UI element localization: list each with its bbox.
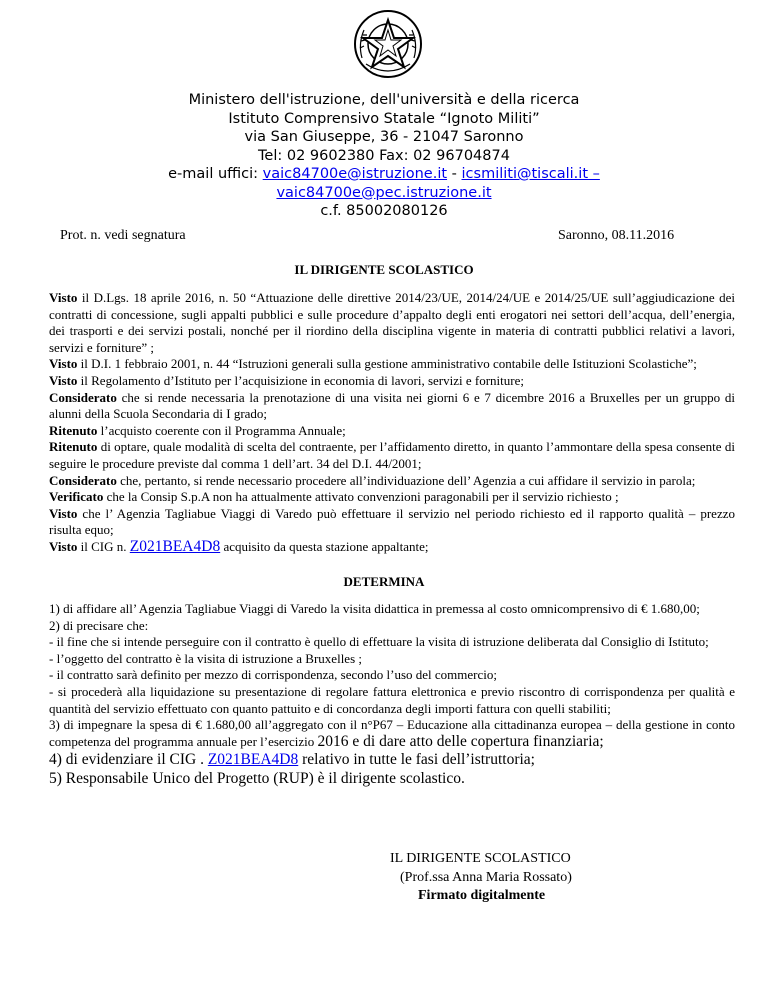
determination-item-4 xyxy=(49,750,735,769)
premise-keyword: Considerato xyxy=(49,472,117,488)
premise-paragraph xyxy=(49,506,735,539)
section-title-determina: DETERMINA xyxy=(343,574,425,589)
premise-text: che, pertanto, si rende necessario procedere all’individuazione dell’ Agenzia a cui affidare il servizio in parola; xyxy=(116,472,696,488)
email-separator-dash: – xyxy=(588,166,600,182)
email-label: e-mail uffici: xyxy=(168,166,263,182)
determination-item-3 xyxy=(49,717,735,750)
school-name: Istituto Comprensivo Statale “Ignoto Militi” xyxy=(228,110,540,127)
premise-text: il Regolamento d’Istituto per l’acquisizione in economia di lavori, servizi e forniture; xyxy=(77,372,524,388)
premise-keyword: Considerato xyxy=(49,389,117,405)
signature-block xyxy=(390,850,620,906)
premise-paragraph xyxy=(49,290,735,356)
cig-link-1[interactable]: Z021BEA4D8 xyxy=(129,537,221,555)
item-4-text-b: relativo in tutte le fasi dell’istruttoria; xyxy=(298,751,535,769)
determination-item: - il fine che si intende perseguire con il contratto è quello di effettuare la visita di istruzione deliberata dal Consiglio di Istituto; xyxy=(49,634,709,650)
email-separator: - xyxy=(447,166,462,182)
premise-text: che la Consip S.p.A non ha attualmente attivato convenzioni paragonabili per il servizio richiesto ; xyxy=(103,489,619,505)
item-4-text-a: 4) di evidenziare il CIG . xyxy=(49,751,208,769)
item-3-text-b: della gestione in conto competenza del programma annuale per l’esercizio xyxy=(49,717,735,749)
fiscal-code: c.f. 85002080126 xyxy=(320,203,448,219)
determination-item: - si procederà alla liquidazione su presentazione di regolare fattura elettronica e previo riscontro di corrispondenza per qualità e quantità del servizio effettuato con quanto pattuito e di concordanza degli importi fattura con quelli stabiliti; xyxy=(49,683,735,716)
premise-keyword: Visto xyxy=(49,290,78,305)
item-3-text-c: 2016 e di dare atto delle copertura finanziaria; xyxy=(317,732,604,750)
determination-item: 1) di affidare all’ Agenzia Tagliabue Viaggi di Varedo la visita didattica in premessa al costo omnicomprensivo di € 1.680,00; xyxy=(49,601,700,616)
email-link-istruzione[interactable]: vaic84700e@istruzione.it xyxy=(262,166,448,182)
document-date: Saronno, 08.11.2016 xyxy=(558,228,675,243)
section-title-dirigente: IL DIRIGENTE SCOLASTICO xyxy=(294,262,474,277)
cig-link-2[interactable]: Z021BEA4D8 xyxy=(207,751,299,769)
school-address: via San Giuseppe, 36 - 21047 Saronno xyxy=(244,129,524,145)
premise-keyword: Visto xyxy=(49,372,78,388)
premise-paragraph xyxy=(49,423,735,440)
school-phone: Tel: 02 9602380 Fax: 02 96704874 xyxy=(258,147,510,164)
premise-paragraph xyxy=(49,373,735,390)
school-emails xyxy=(0,165,768,184)
protocol-number: Prot. n. vedi segnatura xyxy=(60,228,186,243)
premise-text: il D.I. 1 febbraio 2001, n. 44 “Istruzioni generali sulla gestione amministrativo contabile delle Istituzioni Scolastiche”; xyxy=(77,356,697,372)
premise-paragraph xyxy=(49,439,735,472)
premise-keyword: Visto xyxy=(49,356,78,372)
premise-keyword: Visto xyxy=(49,538,78,554)
determination-item: 2) di precisare che: xyxy=(49,617,149,633)
premise-keyword: Ritenuto xyxy=(49,422,98,438)
email-link-pec[interactable]: vaic84700e@pec.istruzione.it xyxy=(276,184,492,201)
premise-paragraph xyxy=(49,473,735,490)
pec-line xyxy=(0,184,768,203)
premise-text: che si rende necessaria la prenotazione di una visita nei giorni 6 e 7 dicembre 2016 a Bruxelles per un gruppo di alunni della Scuola Secondaria di I grado; xyxy=(49,389,735,422)
premise-keyword: Verificato xyxy=(49,489,104,505)
premise-cig-line xyxy=(49,539,735,556)
determination-item: - l’oggetto del contratto è la visita di istruzione a Bruxelles ; xyxy=(49,650,362,666)
premise-paragraph xyxy=(49,390,735,423)
premise-keyword: Visto xyxy=(49,505,78,521)
premises-block xyxy=(49,290,735,556)
signer-role: IL DIRIGENTE SCOLASTICO xyxy=(390,851,571,866)
premise-text: di optare, quale modalità di scelta del contraente, per l’affidamento diretto, in quanto l’ammontare della spesa consente di seguire le procedure previste dal comma 1 dell’art. 34 del D.I. 44/2001; xyxy=(49,439,735,471)
determination-items xyxy=(49,601,735,717)
digital-signature-note: Firmato digitalmente xyxy=(418,888,546,903)
premise-text: che l’ Agenzia Tagliabue Viaggi di Varedo può effettuare il servizio nel periodo richiesto ed il rapporto qualità – prezzo risulta equo; xyxy=(49,505,735,538)
signer-name: (Prof.ssa Anna Maria Rossato) xyxy=(400,869,572,885)
premise-paragraph xyxy=(49,489,735,506)
item-3-text-a: 3) di impegnare la spesa di € 1.680,00 all’aggregato con il n°P67 – Educazione alla cittadinanza europea – xyxy=(49,717,613,733)
premise-text: il D.Lgs. 18 aprile 2016, n. 50 “Attuazione delle direttive 2014/23/UE, 2014/24/UE e 2014/25/UE sull’aggiudicazione dei contratti di concessione, sugli appalti pubblici e sulle procedure d’appalto degli enti erogatori nei settori dell’acqua, dell’energia, dei trasporti e dei servizi postali, nonché per il riordino della disciplina vigente in materia di contratti pubblici relativi a lavori, servizi e forniture” ; xyxy=(49,290,735,355)
determination-item-5: 5) Responsabile Unico del Progetto (RUP) è il dirigente scolastico. xyxy=(49,770,465,788)
premise-text: il CIG n. xyxy=(77,538,130,554)
premise-text: l’acquisto coerente con il Programma Annuale; xyxy=(97,422,346,438)
emblem-icon xyxy=(352,8,424,80)
letterhead xyxy=(0,91,768,221)
determination-item: - il contratto sarà definito per mezzo di corrispondenza, secondo l’uso del commercio; xyxy=(49,667,497,683)
email-link-tiscali[interactable]: icsmiliti@tiscali.it xyxy=(461,166,589,182)
premise-keyword: Ritenuto xyxy=(49,439,98,455)
premise-text: acquisito da questa stazione appaltante; xyxy=(220,538,429,554)
ministry-name: Ministero dell'istruzione, dell'università e della ricerca xyxy=(188,92,580,108)
determination-block xyxy=(49,601,735,788)
premise-paragraph xyxy=(49,356,735,373)
